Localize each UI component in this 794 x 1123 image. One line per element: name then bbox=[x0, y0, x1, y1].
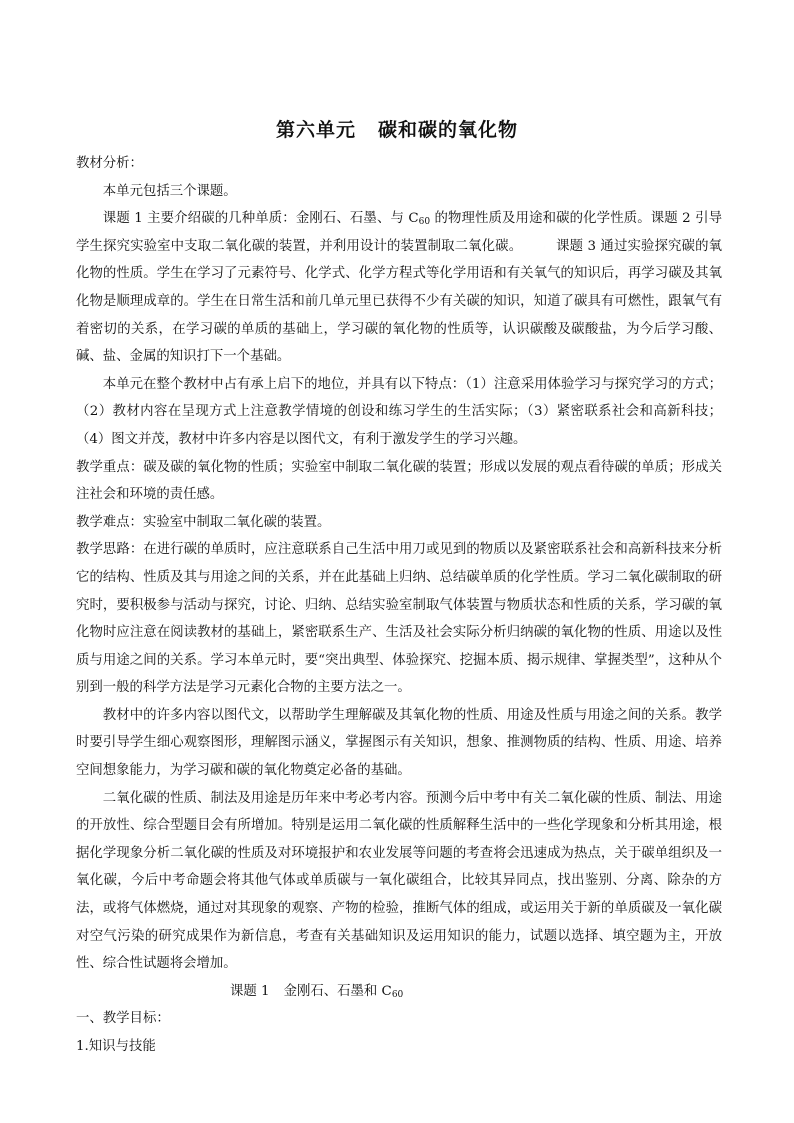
document-body bbox=[76, 150, 722, 1061]
exam-paragraph: 二氧化碳的性质、制法及用途是历年来中考必考内容。预测今后中考中有关二氧化碳的性质、制法、用途的开放性、综合型题目会有所增加。特别是运用二氧化碳的性质解释生活中的一些化学现象和分析其用途，根据化学现象分析二氧化碳的性质及对环境报护和农业发展等问题的考查将会迅速成为热点，关于碳单组织及一氧化碳，今后中考命题会将其他气体或单质碳与一氧化碳组合，比较其异同点，找出鉴别、分离、除杂的方法，或将气体燃烧，通过对其现象的观察、产物的检验，推断气体的组成，或运用关于新的单质碳及一氧化碳对空气污染的研究成果作为新信息，考查有关基础知识及运用知识的能力，试题以选择、填空题为主，开放性、综合性试题将会增加。 bbox=[76, 790, 722, 972]
c60-subscript: 60 bbox=[418, 217, 431, 228]
topic1-text-a: 课题 1 主要介绍碳的几种单质：金刚石、石墨、与 C bbox=[102, 211, 419, 227]
topic1-text-b: 的物理性质及用途和碳的化学性质。课题 2 引导学生探究实验室中支取二氧化碳的装置，并利用设计的装置制取二氧化碳。 课题 3 通过实验探究碳的氧化物的性质。学生在学习了元素符号、化学式、化学方程式等化学用语和有关氧气的知识后，再学习碳及其氧化物是顺理成章的。学生在日常生活和前几单元里已获得不少有关碳的知识，知道了碳具有可燃性，跟氧气有着密切的关系，在学习碳的单质的基础上，学习碳的氧化物的性质等，认识碳酸及碳酸盐，为今后学习酸、碱、盐、金属的知识打下一个基础。 bbox=[76, 211, 722, 365]
intro-paragraph: 本单元包括三个课题。 bbox=[102, 183, 237, 199]
analysis-heading: 教材分析： bbox=[76, 156, 143, 171]
page-title bbox=[0, 115, 794, 142]
lesson-name: 金刚石、石墨和 C bbox=[283, 983, 392, 999]
lesson-c60-subscript: 60 bbox=[391, 989, 404, 1000]
title-topic: 碳和碳的氧化物 bbox=[378, 119, 519, 141]
difficulty-paragraph: 教学难点：实验室中制取二氧化碳的装置。 bbox=[76, 514, 331, 530]
features-paragraph: 本单元在整个教材中占有承上启下的地位，并具有以下特点：（1）注意采用体验学习与探究学习的方式；（2）教材内容在呈现方式上注意教学情境的创设和练习学生的生活实际；（3）紧密联系社会和高新科技；（4）图文并茂，教材中许多内容是以图代文，有利于激发学生的学习兴趣。 bbox=[76, 376, 722, 447]
approach-paragraph: 教学思路：在进行碳的单质时，应注意联系自己生活中用刀或见到的物质以及紧密联系社会和高新科技来分析它的结构、性质及其与用途之间的关系，并在此基础上归纳、总结碳单质的化学性质。学习二氧化碳制取的研究时，要积极参与活动与探究，讨论、归纳、总结实验室制取气体装置与物质状态和性质的关系，学习碳的氧化物时应注意在阅读教材的基础上，紧密联系生产、生活及社会实际分析归纳碳的氧化物的性质、用途以及性质与用途之间的关系。学习本单元时，要“突出典型、体验探究、挖掘本质、揭示规律、掌握类型”，这种从个别到一般的科学方法是学习元素化合物的主要方法之一。 bbox=[76, 542, 722, 696]
lesson-title bbox=[76, 978, 722, 1006]
title-unit: 第六单元 bbox=[275, 119, 356, 141]
lesson-number: 课题 1 bbox=[230, 983, 270, 999]
goals-heading: 一、教学目标： bbox=[76, 1011, 170, 1027]
pictures-paragraph: 教材中的许多内容以图代文，以帮助学生理解碳及其氧化物的性质、用途及性质与用途之间的关系。教学时要引导学生细心观察图形，理解图示涵义，掌握图示有关知识，想象、推测物质的结构、性质、用途、培养空间想象能力，为学习碳和碳的氧化物奠定必备的基础。 bbox=[76, 707, 722, 779]
topics-paragraph bbox=[76, 205, 722, 371]
key-points-paragraph: 教学重点：碳及碳的氧化物的性质；实验室中制取二氧化碳的装置；形成以发展的观点看待碳的单质；形成关注社会和环境的责任感。 bbox=[76, 459, 722, 503]
goal-knowledge-skills: 1.知识与技能 bbox=[76, 1039, 156, 1054]
